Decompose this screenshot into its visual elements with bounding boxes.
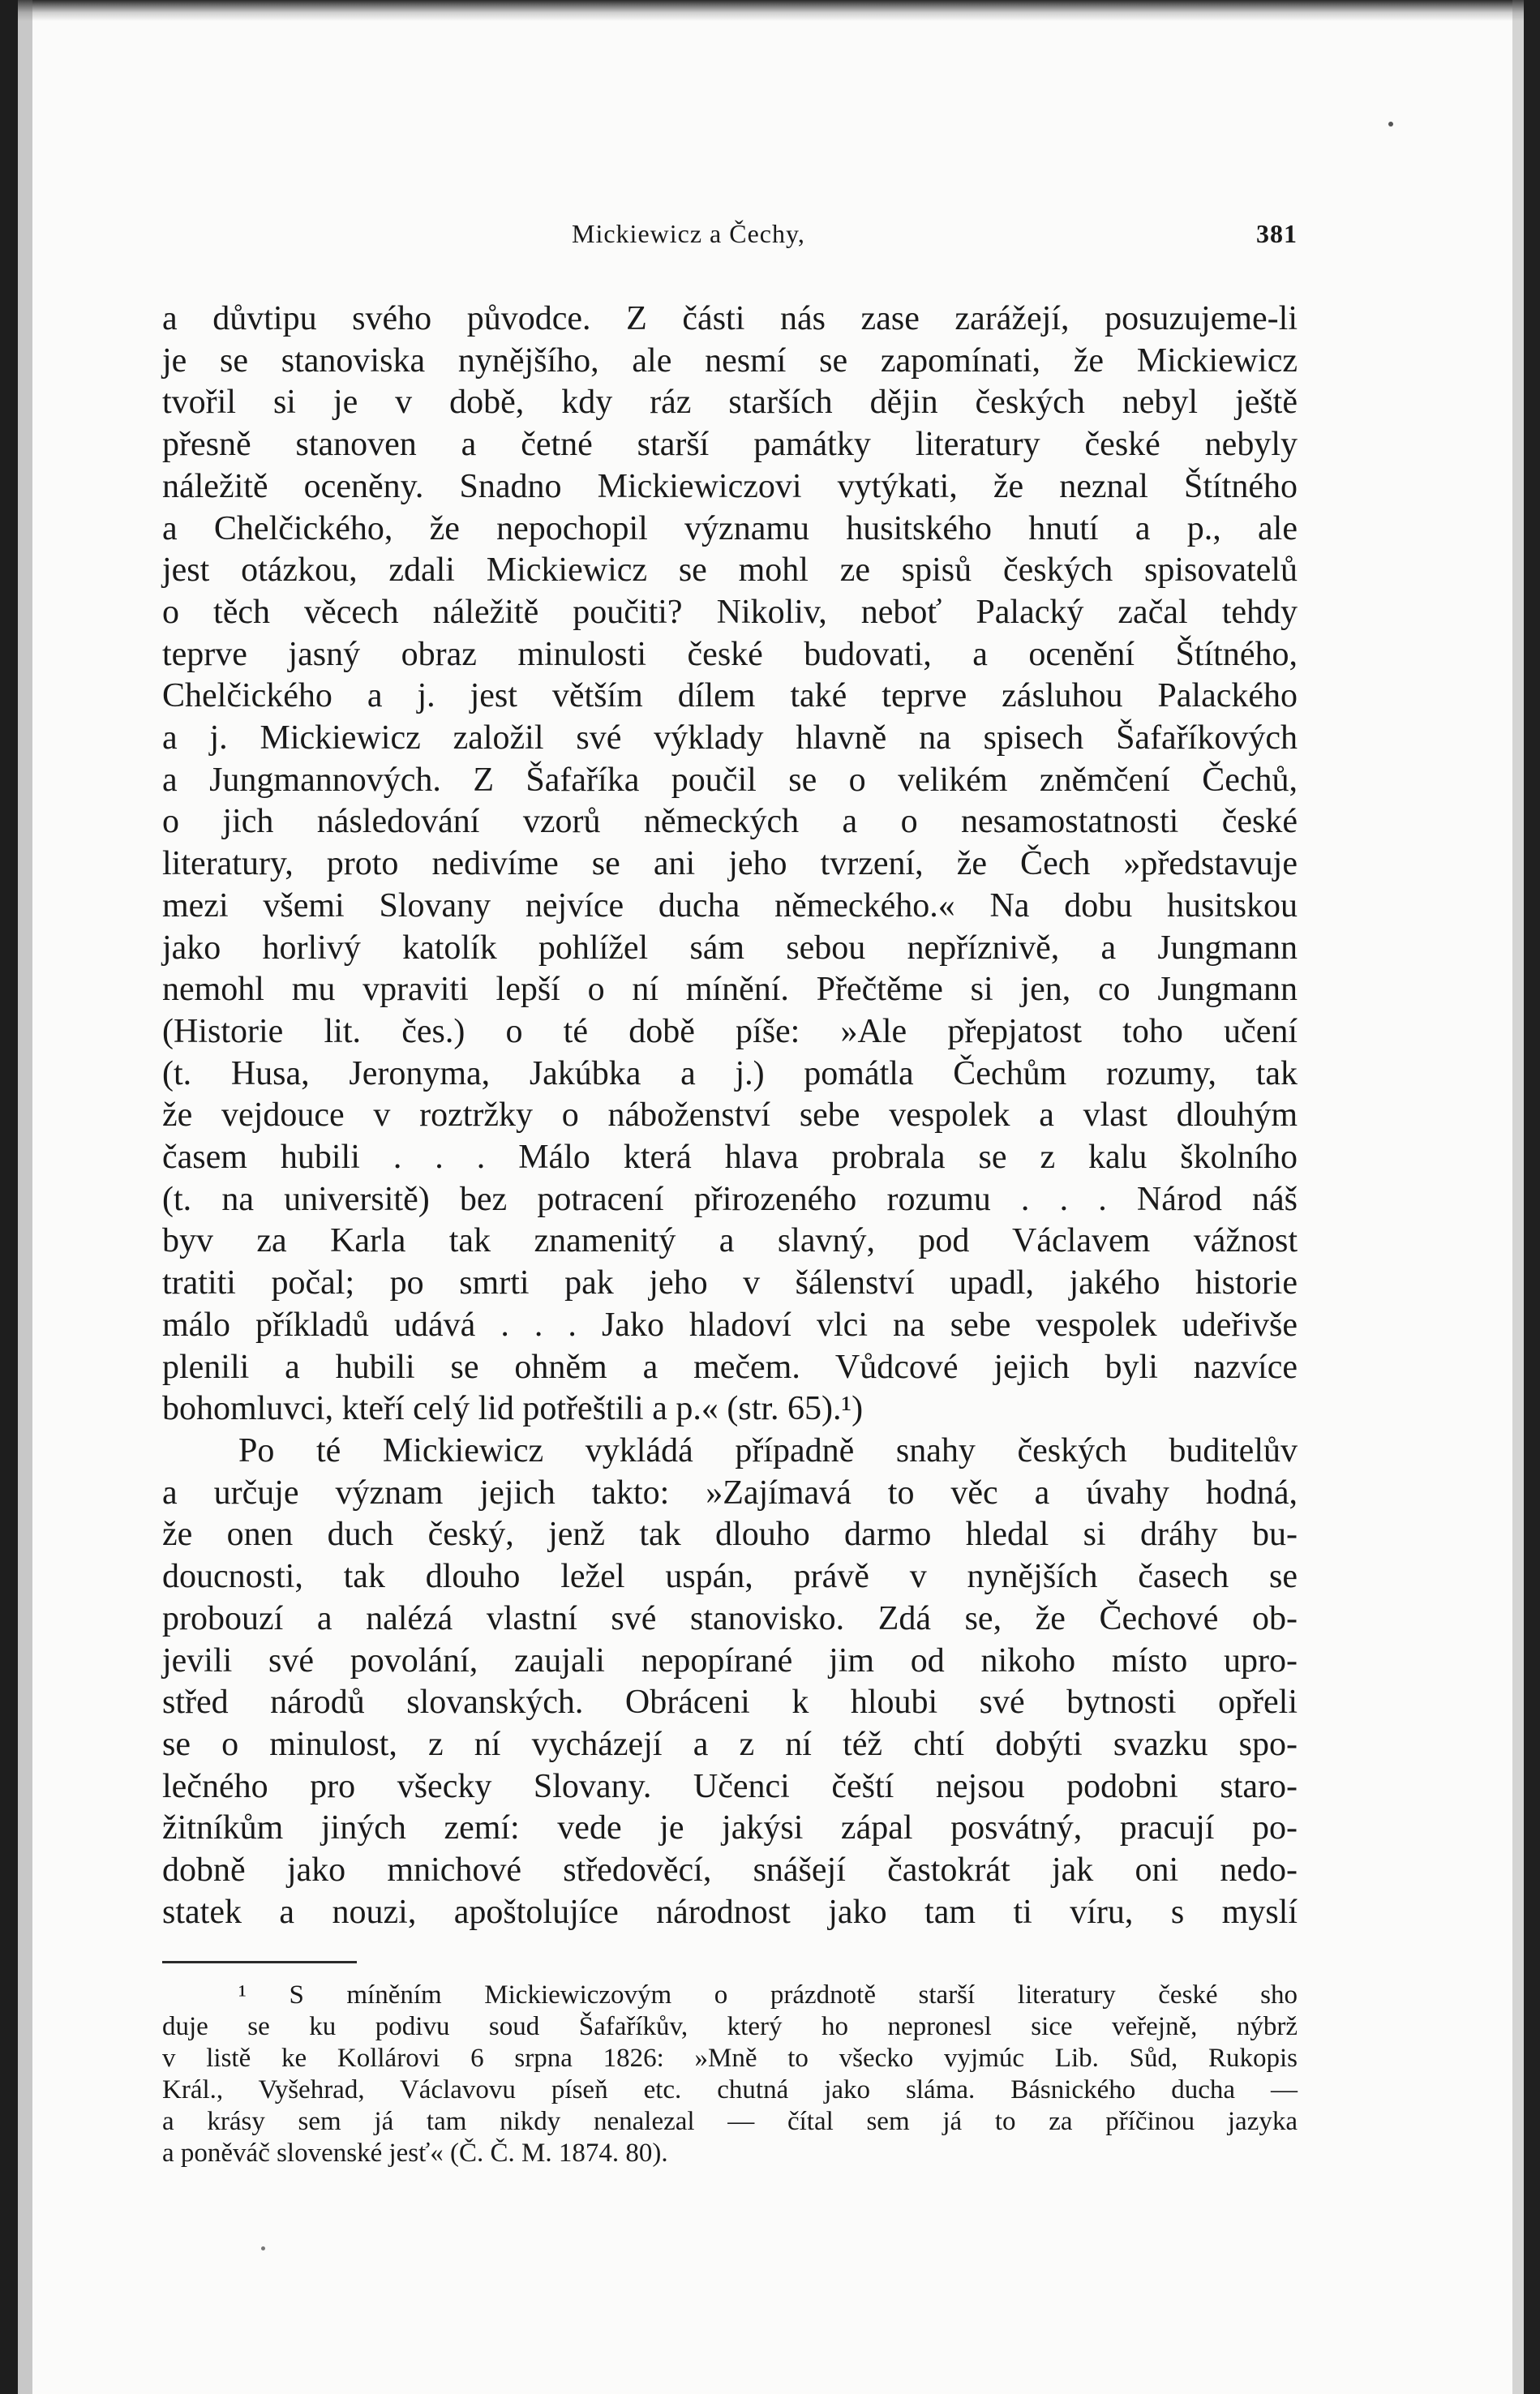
body-line: a Jungmannových. Z Šafaříka poučil se o velikém zněmčení Čechů, [162,761,1298,799]
body-line: nemohl mu vpraviti lepší o ní mínění. Přečtěme si jen, co Jungmann [162,971,1298,1009]
body-line: byv za Karla tak znamenitý a slavný, pod Václavem vážnost [162,1222,1298,1260]
body-line: žitníkům jiných zemí: vede je jakýsi zápal posvátný, pracují po- [162,1809,1298,1847]
footnote-line: duje se ku podivu soud Šafaříkův, který ho nepronesl sice veřejně, nýbrž [162,2012,1298,2042]
body-line: doucnosti, tak dlouho ležel uspán, právě v nynějších časech se [162,1558,1298,1596]
body-line: Chelčického a j. jest větším dílem také teprve zásluhou Palackého [162,677,1298,715]
body-line: málo příkladů udává . . . Jako hladoví vlci na sebe vespolek udeřivše [162,1306,1298,1344]
body-line: (Historie lit. čes.) o té době píše: »Ale přepjatost toho učení [162,1012,1298,1050]
body-line: a určuje význam jejich takto: »Zajímavá to věc a úvahy hodná, [162,1474,1298,1512]
body-line: a důvtipu svého původce. Z části nás zase zarážejí, posuzujeme-li [162,300,1298,337]
body-line: plenili a hubili se ohněm a mečem. Vůdcové jejich byli nazvíce [162,1348,1298,1386]
body-line: jevili své povolání, zaujali nepopírané jim od nikoho místo upro- [162,1641,1298,1680]
running-head [162,219,1298,260]
body-line: se o minulost, z ní vycházejí a z ní též chtí dobýti svazku spo- [162,1725,1298,1763]
body-line: (t. na universitě) bez potracení přirozeného rozumu . . . Národ náš [162,1180,1298,1218]
body-line: bohomluvci, kteří celý lid potřeštili a p.« (str. 65).¹) [162,1390,864,1428]
body-line: tvořil si je v době, kdy ráz starších dějin českých nebyl ještě [162,384,1298,422]
scan-speck [1388,122,1393,127]
footnote-line: ¹ S míněním Mickiewiczovým o prázdnotě starší literatury české sho [238,1980,1298,2010]
footnote-rule [162,1961,357,1963]
body-line: jako horlivý katolík pohlížel sám sebou nepříznivě, a Jungmann [162,929,1298,967]
body-line: že onen duch český, jenž tak dlouho darmo hledal si dráhy bu- [162,1516,1298,1554]
body-line: (t. Husa, Jeronyma, Jakúbka a j.) pomátla Čechům rozumy, tak [162,1054,1298,1092]
body-line: mezi všemi Slovany nejvíce ducha německého.« Na dobu husitskou [162,886,1298,925]
body-line: teprve jasný obraz minulosti české budovati, a ocenění Štítného, [162,635,1298,673]
body-line: tratiti počal; po smrti pak jeho v šálenství upadl, jakého historie [162,1264,1298,1302]
scan-left-edge [0,0,18,2394]
body-line: Po té Mickiewicz vykládá případně snahy českých buditelův [238,1431,1298,1469]
body-line: střed národů slovanských. Obráceni k hloubi své bytnosti opřeli [162,1684,1298,1722]
scan-left-shadow [18,0,32,2394]
body-line: jest otázkou, zdali Mickiewicz se mohl ze spisů českých spisovatelů [162,551,1298,590]
body-line: o těch věcech náležitě poučiti? Nikoliv, neboť Palacký začal tehdy [162,593,1298,631]
body-line: probouzí a nalézá vlastní své stanovisko. Zdá se, že Čechové ob- [162,1599,1298,1637]
body-line: a Chelčického, že nepochopil významu husitského hnutí a p., ale [162,509,1298,547]
body-line: přesně stanoven a četné starší památky literatury české nebyly [162,426,1298,464]
body-line: že vejdouce v roztržky o náboženství sebe vespolek a vlast dlouhým [162,1096,1298,1135]
body-line: dobně jako mnichové středověcí, snášejí častokrát jak oni nedo- [162,1851,1298,1890]
page-number: 381 [1256,219,1298,248]
body-line: časem hubili . . . Málo která hlava probrala se z kalu školního [162,1139,1298,1177]
body-line: náležitě oceněny. Snadno Mickiewiczovi vytýkati, že neznal Štítného [162,467,1298,505]
running-title: Mickiewicz a Čechy, [572,219,805,248]
scan-right-edge [1524,0,1540,2394]
body-line: je se stanoviska nynějšího, ale nesmí se zapomínati, že Mickiewicz [162,341,1298,380]
scan-right-shadow [1512,0,1524,2394]
book-page [162,219,1298,2169]
body-line: lečného pro všecky Slovany. Učenci čeští nejsou podobni staro- [162,1767,1298,1805]
scan-speck [261,2246,265,2250]
footnote-line: v listě ke Kollárovi 6 srpna 1826: »Mně to všecko vyjmúc Lib. Sůd, Rukopis [162,2044,1298,2074]
body-text [162,298,1298,1933]
body-line: o jich následování vzorů německých a o nesamostatnosti české [162,803,1298,841]
footnote-line: a poněváč slovenské jesť« (Č. Č. M. 1874. 80). [162,2139,668,2169]
footnote-line: Král., Vyšehrad, Václavovu píseň etc. chutná jako sláma. Básnického ducha — [162,2075,1298,2105]
scan-top-edge [0,0,1540,21]
body-line: a j. Mickiewicz založil své výklady hlavně na spisech Šafaříkových [162,719,1298,757]
body-line: statek a nouzi, apoštolujíce národnost jako tam ti víru, s myslí [162,1893,1298,1931]
footnote-line: a krásy sem já tam nikdy nenalezal — čítal sem já to za příčinou jazyka [162,2107,1298,2137]
body-line: literatury, proto nedivíme se ani jeho tvrzení, že Čech »představuje [162,845,1298,883]
footnotes [162,1980,1298,2169]
